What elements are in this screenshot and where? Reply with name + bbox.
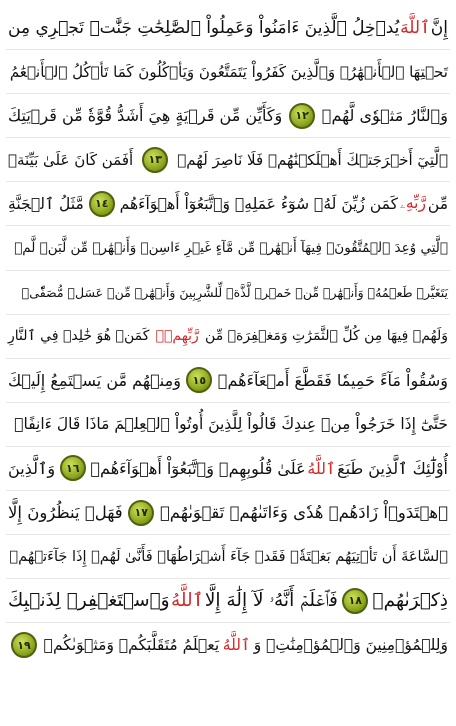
line-4-end: أَفَمَن كَانَ عَلَىٰ بَيِّنَةٖ xyxy=(8,150,134,169)
line-5-middle: كَمَن زُيِّنَ لَهُۥ سُوٓءُ عَمَلِهِۦ وَٱتَّبَعُوٓاْ أَهۡوَآءَهُم xyxy=(119,194,398,213)
text-line-12 xyxy=(6,491,450,535)
text-line-3 xyxy=(6,94,450,138)
line-15-middle: يَعۡلَمُ مُتَقَلَّبَكُمۡ وَمَثۡوَىٰكُمۡ xyxy=(43,636,220,655)
line-12-end: فَهَلۡ يَنظُرُونَ إِلَّا xyxy=(8,503,123,523)
line-15-start: وَلِلۡمُؤۡمِنِينَ وَٱلۡمُؤۡمِنَٰتِۗ وَ xyxy=(253,636,448,655)
text-line-9 xyxy=(6,359,450,403)
text-line-15 xyxy=(6,623,450,667)
line-10-text: حَتَّىٰٓ إِذَا خَرَجُواْ مِنۡ عِندِكَ قَالُواْ لِلَّذِينَ أُوتُواْ ٱلۡعِلۡمَ مَاذَا قَالَ ءَانِفًاۚ xyxy=(14,415,448,434)
line-14-end: وَٱسۡتَغۡفِرۡ لِذَنۢبِكَ xyxy=(8,590,170,612)
text-line-14 xyxy=(6,579,450,623)
line-11-start: أُوْلَٰٓئِكَ ٱلَّذِينَ طَبَعَ xyxy=(337,458,448,478)
line-3-start: وَٱلنَّارُ مَثۡوٗى لَّهُمۡ xyxy=(321,106,448,126)
ayah-marker-16: ١٦ xyxy=(60,455,86,481)
text-line-10 xyxy=(6,403,450,447)
ayah-marker-13: ١٣ xyxy=(142,147,168,173)
text-line-4 xyxy=(6,138,450,182)
line-11-middle: عَلَىٰ قُلُوبِهِمۡ وَٱتَّبَعُوٓاْ أَهۡوَآءَهُمۡ xyxy=(90,458,306,478)
text-line-7 xyxy=(6,271,450,315)
text-line-5 xyxy=(6,182,450,226)
line-2-text: تَحۡتِهَا ٱلۡأَنۡهَٰرُۖ وَٱلَّذِينَ كَفَرُواْ يَتَمَتَّعُونَ وَيَأۡكُلُونَ كَمَا تَأۡكُلُ ٱلۡأَنۡعَٰمُ xyxy=(9,62,448,81)
divine-name: رَّبِّهِۦ xyxy=(399,194,426,213)
divine-name: ٱللَّهُ xyxy=(307,458,336,478)
line-11-end: وَٱلَّذِينَ xyxy=(8,458,56,478)
ayah-marker-17: ١٧ xyxy=(128,500,154,526)
divine-name: ٱللَّهُ xyxy=(170,590,204,612)
line-13-text: ٱلسَّاعَةَ أَن تَأۡتِيَهُم بَغۡتَةٗۖ فَقَدۡ جَآءَ أَشۡرَاطُهَاۚ فَأَنَّىٰ لَهُمۡ إِذَا جَآءَتۡهُمۡ xyxy=(9,548,448,565)
ayah-marker-14: ١٤ xyxy=(89,191,115,217)
ayah-marker-19: ١٩ xyxy=(11,632,37,658)
text-line-8 xyxy=(6,315,450,359)
ayah-marker-15: ١٥ xyxy=(186,367,212,393)
line-5-start: مِّن xyxy=(427,194,448,213)
line-1-start: إِنَّ xyxy=(430,17,448,38)
text-line-6 xyxy=(6,226,450,270)
text-line-11 xyxy=(6,447,450,491)
line-12-start: ٱهۡتَدَوۡاْ زَادَهُمۡ هُدٗى وَءَاتَىٰهُمۡ تَقۡوَىٰهُمۡ xyxy=(159,503,448,523)
line-8-start: وَلَهُمۡ فِيهَا مِن كُلِّ ٱلثَّمَرَٰتِ وَمَغۡفِرَةٞ مِّن xyxy=(205,328,448,345)
line-5-end: مَّثَلُ ٱلۡجَنَّةِ xyxy=(8,194,84,213)
line-4-start: ٱلَّتِيٓ أَخۡرَجَتۡكَ أَهۡلَكۡنَٰهُمۡ فَلَا نَاصِرَ لَهُمۡ xyxy=(177,150,448,169)
line-6-text: ٱلَّتِي وُعِدَ ٱلۡمُتَّقُونَۖ فِيهَآ أَنۡهَٰرٞ مِّن مَّآءٍ غَيۡرِ ءَاسِنٖ وَأَنۡهَٰرٞ مِّن لَّبَنٖ لَّمۡ xyxy=(14,240,448,257)
line-14-middle: فَٱعۡلَمۡ أَنَّهُۥ لَآ إِلَٰهَ إِلَّا xyxy=(204,590,338,612)
text-line-1 xyxy=(6,6,450,50)
divine-name: رَّبِّهِمۡۖ xyxy=(155,328,199,345)
line-14-start: ذِكۡرَىٰهُمۡ xyxy=(372,590,448,612)
line-1-end: يُدۡخِلُ ٱلَّذِينَ ءَامَنُواْ وَعَمِلُواْ ٱلصَّٰلِحَٰتِ جَنَّٰتٖ تَجۡرِي مِن xyxy=(8,17,400,38)
line-9-end: وَمِنۡهُم مَّن يَسۡتَمِعُ إِلَيۡكَ xyxy=(8,370,181,390)
line-7-text: يَتَغَيَّرۡ طَعۡمُهُۥ وَأَنۡهَٰرٞ مِّنۡ خَمۡرٖ لَّذَّةٖ لِّلشَّٰرِبِينَ وَأَنۡهَٰرٞ مِّنۡ عَسَلٖ مُّصَفّٗىۖ xyxy=(21,284,448,300)
text-line-13 xyxy=(6,535,450,579)
verse-lines xyxy=(6,6,450,667)
divine-name: ٱللَّهُ xyxy=(222,636,251,655)
line-9-start: وَسُقُواْ مَآءً حَمِيمٗا فَقَطَّعَ أَمۡعَآءَهُمۡ xyxy=(217,370,448,390)
line-3-end: وَكَأَيِّن مِّن قَرۡيَةٍ هِيَ أَشَدُّ قُوَّةٗ مِّن قَرۡيَتِكَ xyxy=(8,106,283,126)
ayah-marker-18: ١٨ xyxy=(342,588,368,614)
text-line-2 xyxy=(6,50,450,94)
line-8-end: كَمَنۡ هُوَ خَٰلِدٞ فِي ٱلنَّارِ xyxy=(8,328,150,345)
divine-name: ٱللَّهَ xyxy=(400,18,431,39)
ayah-marker-12: ١٢ xyxy=(289,103,315,129)
